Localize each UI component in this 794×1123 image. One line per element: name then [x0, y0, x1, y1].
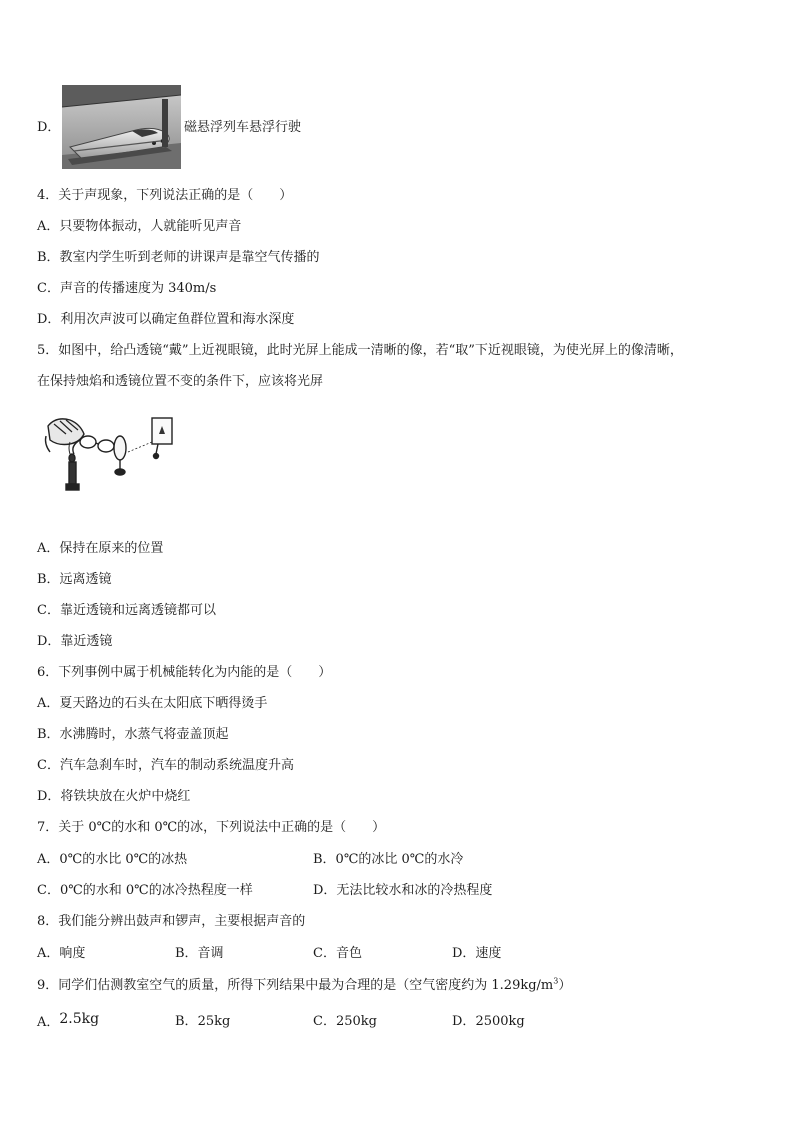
- q8-option-d: D．速度: [452, 946, 502, 961]
- q8-stem: 8．我们能分辨出鼓声和锣声，主要根据声音的: [37, 914, 306, 929]
- q9-option-a-value: 2.5kg: [59, 1011, 100, 1027]
- q6-option-c: C．汽车急刹车时，汽车的制动系统温度升高: [37, 758, 294, 773]
- q5-option-d: D．靠近透镜: [37, 634, 113, 649]
- q9-stem-text: 9．同学们估测教室空气的质量，所得下列结果中最为合理的是（空气密度约为 1.29kg/m: [37, 978, 554, 993]
- maglev-train-photo: [62, 85, 181, 169]
- q4-option-a: A．只要物体振动，人就能听见声音: [37, 219, 242, 234]
- q3-option-d-letter: D．: [37, 120, 61, 135]
- q6-option-d: D．将铁块放在火炉中烧红: [37, 789, 191, 804]
- q8-option-a: A．响度: [37, 946, 86, 961]
- q9-option-a-letter: A．: [37, 1015, 60, 1030]
- q9-option-d: [452, 1013, 525, 1031]
- q8-option-b: B．音调: [175, 946, 224, 961]
- q9-option-d-value: 2500kg: [475, 1014, 525, 1029]
- q6-option-b: B．水沸腾时，水蒸气将壶盖顶起: [37, 727, 229, 742]
- q9-stem-superscript: 3: [553, 976, 559, 986]
- q5-option-c: C．靠近透镜和远离透镜都可以: [37, 603, 216, 618]
- q9-option-b: [175, 1013, 230, 1031]
- q4-option-c: C．声音的传播速度为 340m/s: [37, 281, 217, 296]
- q4-option-d: D．利用次声波可以确定鱼群位置和海水深度: [37, 312, 295, 327]
- q7-option-a: A．0℃的水比 0℃的冰热: [37, 852, 188, 867]
- q8-option-c: C．音色: [313, 946, 362, 961]
- q4-stem: 4．关于声现象，下列说法正确的是（ ）: [37, 188, 293, 203]
- q7-stem: 7．关于 0℃的水和 0℃的冰，下列说法中正确的是（ ）: [37, 820, 386, 835]
- q9-option-d-letter: D．: [452, 1014, 476, 1029]
- q9-option-b-letter: B．: [175, 1014, 198, 1029]
- lens-experiment-figure: [40, 412, 178, 494]
- q7-option-c: C．0℃的水和 0℃的冰冷热程度一样: [37, 883, 253, 898]
- q9-option-c-value: 250kg: [335, 1014, 377, 1029]
- q6-option-a: A．夏天路边的石头在太阳底下晒得烫手: [37, 696, 268, 711]
- q3-option-d-text: 磁悬浮列车悬浮行驶: [184, 120, 302, 135]
- q4-option-b: B．教室内学生听到老师的讲课声是靠空气传播的: [37, 250, 320, 265]
- q6-stem: 6．下列事例中属于机械能转化为内能的是（ ）: [37, 665, 332, 680]
- q9-stem: [37, 977, 571, 995]
- q9-option-c-letter: C．: [313, 1014, 336, 1029]
- q7-option-b: B．0℃的冰比 0℃的水冷: [313, 852, 464, 867]
- q5-stem-line2: 在保持烛焰和透镜位置不变的条件下，应该将光屏: [37, 374, 324, 389]
- q9-option-b-value: 25kg: [197, 1014, 231, 1029]
- q9-stem-end: ）: [558, 978, 572, 993]
- q5-option-b: B．远离透镜: [37, 572, 112, 587]
- q5-option-a: A．保持在原来的位置: [37, 541, 164, 556]
- q9-option-a: [37, 1013, 99, 1032]
- q5-stem-line1: 5．如图中，给凸透镜“戴”上近视眼镜，此时光屏上能成一清晰的像，若“取”下近视眼镜，为使光屏上的像清晰，: [37, 343, 683, 358]
- q7-option-d: D．无法比较水和冰的冷热程度: [313, 883, 493, 898]
- q9-option-c: [313, 1013, 377, 1031]
